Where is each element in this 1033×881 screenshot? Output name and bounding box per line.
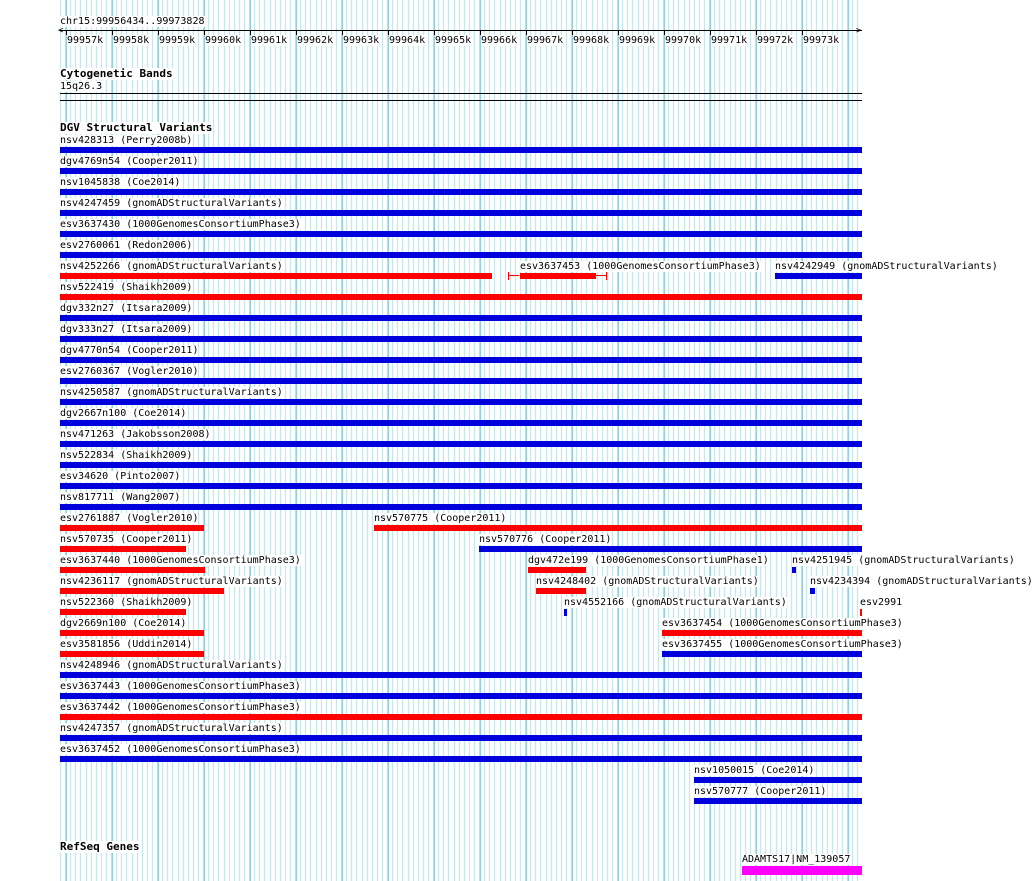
variant-label[interactable]: dgv2669n100 (Coe2014) — [60, 618, 187, 629]
variant-feature[interactable] — [662, 630, 862, 636]
ruler-tick-label: 99972k — [757, 35, 794, 46]
variant-label[interactable]: nsv4236117 (gnomADStructuralVariants) — [60, 576, 283, 587]
cytoband-line-top — [60, 93, 862, 94]
variant-label[interactable]: esv3581856 (Uddin2014) — [60, 639, 193, 650]
refseq-track-title: RefSeq Genes — [60, 840, 140, 853]
gene-label[interactable]: ADAMTS17|NM_139057 — [742, 854, 851, 865]
cytoband-track-title: Cytogenetic Bands — [60, 67, 173, 80]
variant-feature[interactable] — [60, 462, 862, 468]
gene-feature[interactable] — [742, 866, 862, 875]
variant-label[interactable]: nsv471263 (Jakobsson2008) — [60, 429, 211, 440]
variant-label[interactable]: nsv4250587 (gnomADStructuralVariants) — [60, 387, 283, 398]
variant-label[interactable]: nsv4252266 (gnomADStructuralVariants) — [60, 261, 283, 272]
variant-label[interactable]: dgv4769n54 (Cooper2011) — [60, 156, 199, 167]
variant-feature[interactable] — [60, 504, 862, 510]
variant-feature[interactable] — [60, 651, 204, 657]
variant-feature[interactable] — [60, 189, 862, 195]
variant-feature[interactable] — [60, 630, 204, 636]
variant-feature[interactable] — [564, 609, 567, 616]
variant-label[interactable]: dgv472e199 (1000GenomesConsortiumPhase1) — [528, 555, 769, 566]
variant-label[interactable]: nsv817711 (Wang2007) — [60, 492, 181, 503]
variant-feature[interactable] — [60, 672, 862, 678]
ruler-line — [60, 30, 862, 31]
variant-feature[interactable] — [60, 168, 862, 174]
variant-feature[interactable] — [479, 546, 862, 552]
ruler-tick-label: 99963k — [343, 35, 380, 46]
variant-feature[interactable] — [60, 588, 224, 594]
variant-boundary-cap — [606, 272, 607, 280]
variant-feature[interactable] — [60, 399, 862, 405]
variant-feature[interactable] — [60, 483, 862, 489]
ruler-tick-label: 99970k — [665, 35, 702, 46]
variant-label[interactable]: nsv522834 (Shaikh2009) — [60, 450, 193, 461]
variant-boundary-line — [508, 275, 519, 276]
variant-label[interactable]: nsv4247357 (gnomADStructuralVariants) — [60, 723, 283, 734]
variant-label[interactable]: nsv570777 (Cooper2011) — [694, 786, 827, 797]
variant-label[interactable]: esv3637454 (1000GenomesConsortiumPhase3) — [662, 618, 903, 629]
variant-feature[interactable] — [374, 525, 862, 531]
variant-feature[interactable] — [60, 294, 862, 300]
ruler-tick-label: 99969k — [619, 35, 656, 46]
variant-feature[interactable] — [60, 420, 862, 426]
variant-feature[interactable] — [60, 252, 862, 258]
variant-label[interactable]: nsv570776 (Cooper2011) — [479, 534, 612, 545]
variant-feature[interactable] — [60, 693, 862, 699]
variant-feature[interactable] — [528, 567, 586, 573]
variant-feature[interactable] — [662, 651, 862, 657]
variant-feature[interactable] — [60, 378, 862, 384]
ruler-tick-label: 99967k — [527, 35, 564, 46]
variant-feature[interactable] — [60, 441, 862, 447]
variant-boundary-cap — [508, 272, 509, 280]
variant-feature[interactable] — [520, 273, 596, 279]
variant-feature[interactable] — [60, 609, 186, 615]
variant-label[interactable]: nsv570735 (Cooper2011) — [60, 534, 193, 545]
variant-boundary-line — [596, 275, 607, 276]
variant-feature[interactable] — [792, 567, 796, 573]
ruler-tick-label: 99957k — [67, 35, 104, 46]
variant-label[interactable]: esv3637443 (1000GenomesConsortiumPhase3) — [60, 681, 301, 692]
variant-feature[interactable] — [60, 567, 205, 573]
variant-label[interactable]: dgv332n27 (Itsara2009) — [60, 303, 193, 314]
variant-label[interactable]: nsv4234394 (gnomADStructuralVariants) — [810, 576, 1033, 587]
variant-feature[interactable] — [60, 336, 862, 342]
variant-label[interactable]: esv3637455 (1000GenomesConsortiumPhase3) — [662, 639, 903, 650]
variant-feature[interactable] — [694, 777, 862, 783]
location-label: chr15:99956434..99973828 — [60, 16, 205, 27]
variant-feature[interactable] — [60, 714, 862, 720]
variant-feature[interactable] — [60, 546, 186, 552]
variant-label[interactable]: dgv2667n100 (Coe2014) — [60, 408, 187, 419]
variant-feature[interactable] — [60, 525, 204, 531]
variant-feature[interactable] — [860, 609, 862, 616]
ruler-right-arrow: > — [856, 26, 862, 36]
variant-feature[interactable] — [694, 798, 862, 804]
variant-feature[interactable] — [60, 315, 862, 321]
cytoband-line-bottom — [60, 100, 862, 101]
variant-label[interactable]: esv34620 (Pinto2007) — [60, 471, 181, 482]
cytoband-label: 15q26.3 — [60, 81, 103, 92]
variant-label[interactable]: nsv570775 (Cooper2011) — [374, 513, 507, 524]
variant-label[interactable]: esv2991 — [860, 597, 903, 608]
variant-feature[interactable] — [60, 735, 862, 741]
variant-label[interactable]: esv3637442 (1000GenomesConsortiumPhase3) — [60, 702, 301, 713]
ruler-tick-label: 99966k — [481, 35, 518, 46]
variant-label[interactable]: nsv1045838 (Coe2014) — [60, 177, 181, 188]
variant-label[interactable]: nsv1050015 (Coe2014) — [694, 765, 815, 776]
variant-label[interactable]: nsv522419 (Shaikh2009) — [60, 282, 193, 293]
variant-feature[interactable] — [60, 756, 862, 762]
ruler-tick-label: 99958k — [113, 35, 150, 46]
ruler-tick-label: 99971k — [711, 35, 748, 46]
ruler-tick-label: 99962k — [297, 35, 334, 46]
variant-label[interactable]: dgv333n27 (Itsara2009) — [60, 324, 193, 335]
ruler-tick-label: 99973k — [803, 35, 840, 46]
ruler-tick-label: 99965k — [435, 35, 472, 46]
ruler-tick-label: 99959k — [159, 35, 196, 46]
dgv-track-title: DGV Structural Variants — [60, 121, 213, 134]
variant-label[interactable]: nsv4247459 (gnomADStructuralVariants) — [60, 198, 283, 209]
ruler-tick-label: 99960k — [205, 35, 242, 46]
ruler-tick-label: 99961k — [251, 35, 288, 46]
variant-label[interactable]: esv2761887 (Vogler2010) — [60, 513, 199, 524]
variant-feature[interactable] — [60, 147, 862, 153]
variant-label[interactable]: nsv4248402 (gnomADStructuralVariants) — [536, 576, 759, 587]
ruler-tick-label: 99968k — [573, 35, 610, 46]
variant-label[interactable]: nsv428313 (Perry2008b) — [60, 135, 193, 146]
variant-label[interactable]: esv3637452 (1000GenomesConsortiumPhase3) — [60, 744, 301, 755]
variant-label[interactable]: esv2760367 (Vogler2010) — [60, 366, 199, 377]
variant-label[interactable]: nsv522360 (Shaikh2009) — [60, 597, 193, 608]
variant-label[interactable]: nsv4251945 (gnomADStructuralVariants) — [792, 555, 1015, 566]
variant-feature[interactable] — [60, 273, 492, 279]
variant-feature[interactable] — [775, 273, 862, 279]
variant-label[interactable]: dgv4770n54 (Cooper2011) — [60, 345, 199, 356]
variant-label[interactable]: esv3637453 (1000GenomesConsortiumPhase3) — [520, 261, 761, 272]
variant-feature[interactable] — [60, 210, 862, 216]
ruler-tick-label: 99964k — [389, 35, 426, 46]
variant-label[interactable]: esv2760061 (Redon2006) — [60, 240, 193, 251]
variant-label[interactable]: esv3637430 (1000GenomesConsortiumPhase3) — [60, 219, 301, 230]
variant-feature[interactable] — [536, 588, 586, 594]
variant-label[interactable]: nsv4242949 (gnomADStructuralVariants) — [775, 261, 998, 272]
variant-feature[interactable] — [60, 357, 862, 363]
variant-label[interactable]: nsv4248946 (gnomADStructuralVariants) — [60, 660, 283, 671]
variant-label[interactable]: nsv4552166 (gnomADStructuralVariants) — [564, 597, 787, 608]
variant-feature[interactable] — [810, 588, 815, 594]
variant-feature[interactable] — [60, 231, 862, 237]
ruler-left-arrow: < — [58, 26, 64, 36]
variant-label[interactable]: esv3637440 (1000GenomesConsortiumPhase3) — [60, 555, 301, 566]
